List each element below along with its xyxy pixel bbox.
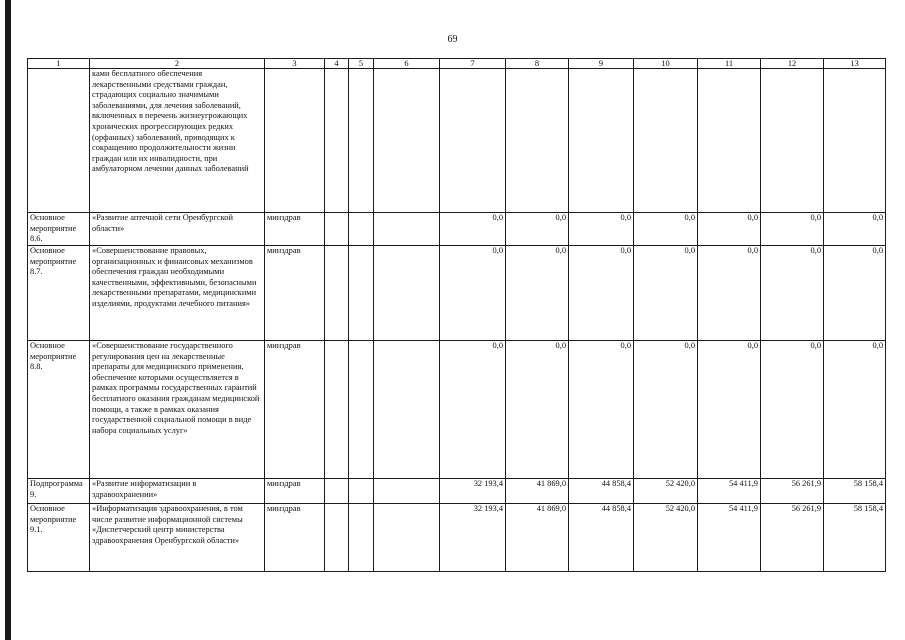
value-cell: 32 193,4: [440, 479, 506, 504]
value-cell: 52 420,0: [634, 479, 698, 504]
value-cell: 0,0: [440, 246, 506, 341]
empty-cell: [325, 479, 349, 504]
table-row: [28, 69, 886, 213]
column-header: 9: [569, 59, 634, 69]
empty-cell: [349, 246, 374, 341]
column-header: 12: [761, 59, 824, 69]
value-cell: [634, 69, 698, 213]
empty-cell: [349, 69, 374, 213]
measure-name: ками бесплатного обеспечения лекарственными средствами граждан, страдающих социально значимыми заболеваниями, для лечения заболеваний, включенных в перечень жизнеугрожающих хронических прогрессирующих редких (орфанных) заболеваний, приводящих к сокращению продолжительности жизни граждан или их инвалидности, при амбулаторном лечении данных заболеваний: [90, 69, 265, 213]
value-cell: 0,0: [761, 341, 824, 479]
column-header: 5: [349, 59, 374, 69]
measure-name: «Совершенствование государственного регулирования цен на лекарственные препараты для медицинского применения, обеспечение которыми осуществляется в рамках программы государственных гарантий бесплатного оказания гражданам медицинской помощи, а также в рамках оказания государственной социальной помощи в виде набора социальных услуг»: [90, 341, 265, 479]
value-cell: 56 261,9: [761, 479, 824, 504]
table-row: [28, 504, 886, 572]
value-cell: 32 193,4: [440, 504, 506, 572]
empty-cell: [349, 504, 374, 572]
executor: минздрав: [265, 504, 325, 572]
empty-cell: [374, 479, 440, 504]
column-number-row: [28, 59, 886, 69]
budget-table: [27, 58, 886, 572]
value-cell: 0,0: [634, 246, 698, 341]
measure-name: «Развитие информатизации в здравоохранении»: [90, 479, 265, 504]
empty-cell: [374, 246, 440, 341]
value-cell: 41 869,0: [506, 504, 569, 572]
column-header: 7: [440, 59, 506, 69]
empty-cell: [349, 213, 374, 246]
value-cell: 56 261,9: [761, 504, 824, 572]
table-row: [28, 341, 886, 479]
value-cell: 58 158,4: [824, 504, 886, 572]
value-cell: 0,0: [634, 213, 698, 246]
empty-cell: [349, 479, 374, 504]
value-cell: [698, 69, 761, 213]
table-row: [28, 213, 886, 246]
value-cell: 0,0: [440, 213, 506, 246]
column-header: 1: [28, 59, 90, 69]
value-cell: 0,0: [634, 341, 698, 479]
value-cell: 0,0: [761, 213, 824, 246]
empty-cell: [374, 213, 440, 246]
value-cell: 0,0: [569, 213, 634, 246]
column-header: 6: [374, 59, 440, 69]
value-cell: 0,0: [824, 213, 886, 246]
scan-edge-bar: [5, 0, 11, 640]
value-cell: 0,0: [824, 246, 886, 341]
value-cell: 0,0: [506, 246, 569, 341]
value-cell: [506, 69, 569, 213]
value-cell: [569, 69, 634, 213]
value-cell: 41 869,0: [506, 479, 569, 504]
value-cell: 0,0: [506, 341, 569, 479]
empty-cell: [374, 341, 440, 479]
value-cell: 0,0: [698, 341, 761, 479]
executor: минздрав: [265, 479, 325, 504]
column-header: 10: [634, 59, 698, 69]
value-cell: [761, 69, 824, 213]
executor: минздрав: [265, 246, 325, 341]
value-cell: [824, 69, 886, 213]
column-header: 11: [698, 59, 761, 69]
measure-name: «Совершенствование правовых, организационных и финансовых механизмов обеспечения граждан необходимыми качественными, эффективными, безопасными лекарственными препаратами, медицинскими изделиями, продуктами лечебного питания»: [90, 246, 265, 341]
empty-cell: [374, 504, 440, 572]
measure-code: Основное мероприятие 8.6.: [28, 213, 90, 246]
column-header: 2: [90, 59, 265, 69]
measure-name: «Информатизация здравоохранения, в том числе развитие информационной системы «Диспетчерский центр министерства здравоохранения Оренбургской области»: [90, 504, 265, 572]
empty-cell: [325, 69, 349, 213]
value-cell: 0,0: [761, 246, 824, 341]
measure-code: Основное мероприятие 8.8.: [28, 341, 90, 479]
measure-code: [28, 69, 90, 213]
column-header: 4: [325, 59, 349, 69]
value-cell: 0,0: [569, 341, 634, 479]
value-cell: 0,0: [569, 246, 634, 341]
value-cell: 0,0: [440, 341, 506, 479]
value-cell: 54 411,9: [698, 504, 761, 572]
value-cell: [440, 69, 506, 213]
table-row: [28, 246, 886, 341]
page-number: 69: [447, 34, 458, 45]
measure-name: «Развитие аптечной сети Оренбургской области»: [90, 213, 265, 246]
empty-cell: [325, 213, 349, 246]
empty-cell: [325, 504, 349, 572]
column-header: 13: [824, 59, 886, 69]
executor: минздрав: [265, 213, 325, 246]
executor: минздрав: [265, 341, 325, 479]
value-cell: 0,0: [506, 213, 569, 246]
empty-cell: [349, 341, 374, 479]
value-cell: 0,0: [698, 213, 761, 246]
value-cell: 54 411,9: [698, 479, 761, 504]
empty-cell: [374, 69, 440, 213]
executor: [265, 69, 325, 213]
value-cell: 0,0: [824, 341, 886, 479]
value-cell: 58 158,4: [824, 479, 886, 504]
table-row: [28, 479, 886, 504]
value-cell: 44 858,4: [569, 479, 634, 504]
column-header: 3: [265, 59, 325, 69]
value-cell: 52 420,0: [634, 504, 698, 572]
column-header: 8: [506, 59, 569, 69]
empty-cell: [325, 341, 349, 479]
measure-code: Основное мероприятие 8.7.: [28, 246, 90, 341]
empty-cell: [325, 246, 349, 341]
value-cell: 0,0: [698, 246, 761, 341]
measure-code: Основное мероприятие 9.1.: [28, 504, 90, 572]
measure-code: Подпрограмма 9.: [28, 479, 90, 504]
value-cell: 44 858,4: [569, 504, 634, 572]
